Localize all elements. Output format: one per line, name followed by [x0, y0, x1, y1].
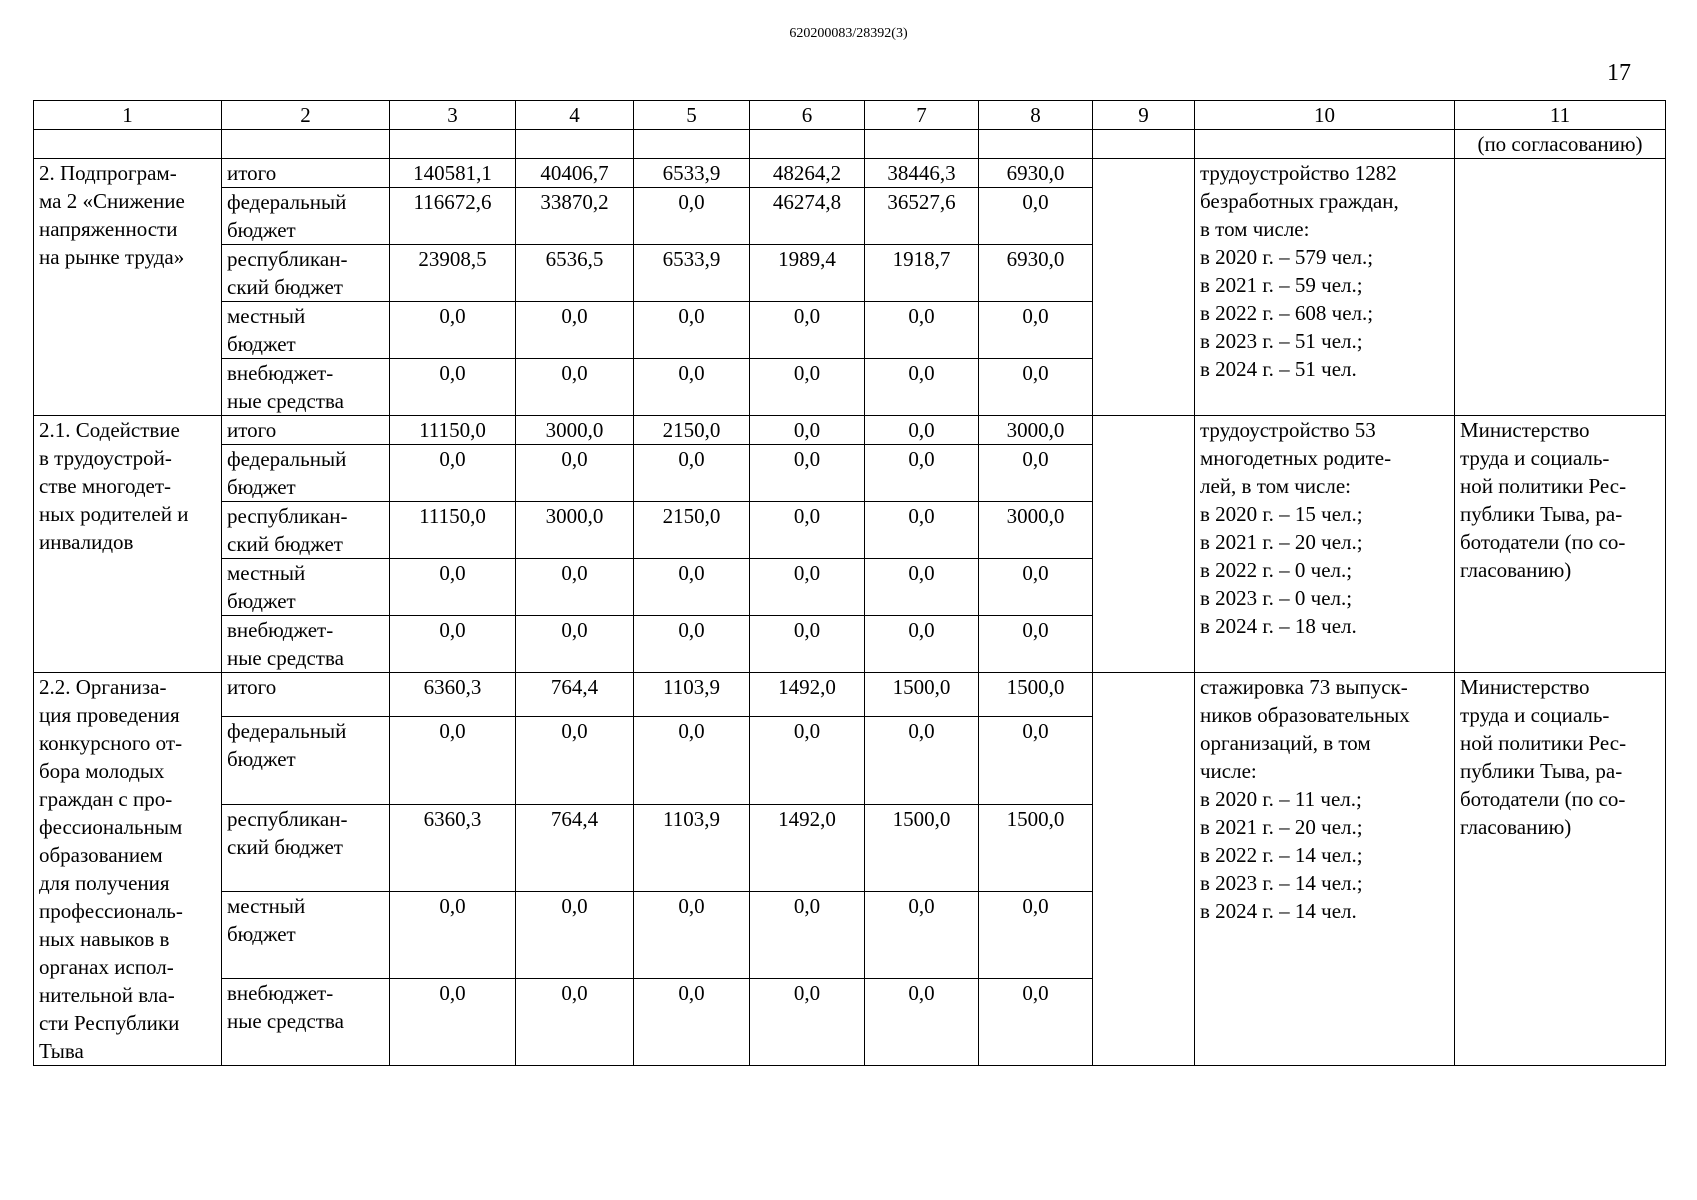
column-header: 11 [1455, 101, 1666, 130]
amount-cell: 1500,0 [865, 673, 979, 717]
amount-cell: 0,0 [390, 717, 516, 804]
amount-cell: 3000,0 [979, 502, 1093, 559]
amount-cell: 0,0 [979, 188, 1093, 245]
continuation-cell [390, 130, 516, 159]
expected-result: трудоустройство 53 многодетных родите- лей, в том числе: в 2020 г. – 15 чел.; в 2021 г. – 20 чел.; в 2022 г. – 0 чел.; в 2023 г. – 0 чел.; в 2024 г. – 18 чел. [1195, 416, 1455, 673]
continuation-cell [1195, 130, 1455, 159]
amount-cell: 0,0 [865, 978, 979, 1065]
expected-result: трудоустройство 1282 безработных граждан, в том числе: в 2020 г. – 579 чел.; в 2021 г. – 59 чел.; в 2022 г. – 608 чел.; в 2023 г. – 51 чел.; в 2024 г. – 51 чел. [1195, 159, 1455, 416]
column-header: 1 [34, 101, 222, 130]
empty-cell [1093, 159, 1195, 416]
column-header: 3 [390, 101, 516, 130]
amount-cell: 0,0 [516, 302, 634, 359]
amount-cell: 0,0 [750, 302, 865, 359]
amount-cell: 3000,0 [516, 416, 634, 445]
continuation-cell [222, 130, 390, 159]
amount-cell: 0,0 [979, 717, 1093, 804]
column-header: 7 [865, 101, 979, 130]
amount-cell: 0,0 [634, 445, 750, 502]
amount-cell: 0,0 [634, 717, 750, 804]
amount-cell: 1492,0 [750, 804, 865, 891]
funding-source: итого [222, 416, 390, 445]
funding-source: местный бюджет [222, 891, 390, 978]
funding-source: федеральный бюджет [222, 717, 390, 804]
amount-cell: 46274,8 [750, 188, 865, 245]
activity-name: 2.1. Содействие в трудоустрой- стве многодет- ных родителей и инвалидов [34, 416, 222, 673]
responsible-party: Министерство труда и социаль- ной политики Рес- публики Тыва, ра- ботодатели (по со- гласованию) [1455, 673, 1666, 1066]
amount-cell: 0,0 [979, 891, 1093, 978]
responsible-party [1455, 159, 1666, 416]
funding-source: внебюджет- ные средства [222, 978, 390, 1065]
amount-cell: 0,0 [390, 302, 516, 359]
amount-cell: 1103,9 [634, 673, 750, 717]
amount-cell: 3000,0 [516, 502, 634, 559]
continuation-cell [750, 130, 865, 159]
amount-cell: 0,0 [750, 891, 865, 978]
funding-source: федеральный бюджет [222, 445, 390, 502]
funding-source: федеральный бюджет [222, 188, 390, 245]
amount-cell: 0,0 [865, 717, 979, 804]
funding-source: итого [222, 673, 390, 717]
table-row [34, 159, 1666, 188]
funding-source: местный бюджет [222, 559, 390, 616]
header-row [34, 101, 1666, 130]
amount-cell: 0,0 [634, 891, 750, 978]
amount-cell: 48264,2 [750, 159, 865, 188]
funding-source: местный бюджет [222, 302, 390, 359]
amount-cell: 140581,1 [390, 159, 516, 188]
amount-cell: 0,0 [979, 559, 1093, 616]
amount-cell: 0,0 [390, 891, 516, 978]
amount-cell: 0,0 [516, 445, 634, 502]
amount-cell: 0,0 [634, 978, 750, 1065]
continuation-cell [865, 130, 979, 159]
continuation-cell [1093, 130, 1195, 159]
amount-cell: 0,0 [516, 616, 634, 673]
amount-cell: 0,0 [865, 359, 979, 416]
amount-cell: 2150,0 [634, 416, 750, 445]
amount-cell: 0,0 [516, 891, 634, 978]
amount-cell: 0,0 [390, 359, 516, 416]
amount-cell: 0,0 [979, 978, 1093, 1065]
amount-cell: 764,4 [516, 804, 634, 891]
amount-cell: 0,0 [865, 891, 979, 978]
amount-cell: 0,0 [516, 559, 634, 616]
amount-cell: 0,0 [979, 302, 1093, 359]
amount-cell: 1918,7 [865, 245, 979, 302]
column-header: 9 [1093, 101, 1195, 130]
amount-cell: 0,0 [750, 616, 865, 673]
amount-cell: 6930,0 [979, 159, 1093, 188]
funding-source: итого [222, 159, 390, 188]
amount-cell: 0,0 [750, 502, 865, 559]
amount-cell: 38446,3 [865, 159, 979, 188]
column-header: 4 [516, 101, 634, 130]
amount-cell: 36527,6 [865, 188, 979, 245]
amount-cell: 1492,0 [750, 673, 865, 717]
activity-name: 2.2. Организа- ция проведения конкурсного от- бора молодых граждан с про- фессиональным образованием для получения профессиональ- ных навыков в органах испол- нительной вла- сти Республики Тыва [34, 673, 222, 1066]
amount-cell: 6930,0 [979, 245, 1093, 302]
amount-cell: 0,0 [750, 717, 865, 804]
amount-cell: 0,0 [516, 978, 634, 1065]
amount-cell: 6536,5 [516, 245, 634, 302]
amount-cell: 23908,5 [390, 245, 516, 302]
amount-cell: 11150,0 [390, 502, 516, 559]
amount-cell: 33870,2 [516, 188, 634, 245]
amount-cell: 1500,0 [865, 804, 979, 891]
amount-cell: 0,0 [865, 559, 979, 616]
amount-cell: 0,0 [390, 616, 516, 673]
amount-cell: 6533,9 [634, 245, 750, 302]
continuation-cell [979, 130, 1093, 159]
continuation-note: (по согласованию) [1455, 130, 1666, 159]
column-header: 6 [750, 101, 865, 130]
column-header: 8 [979, 101, 1093, 130]
amount-cell: 0,0 [979, 359, 1093, 416]
amount-cell: 0,0 [634, 302, 750, 359]
amount-cell: 0,0 [634, 188, 750, 245]
amount-cell: 0,0 [865, 302, 979, 359]
empty-cell [1093, 673, 1195, 1066]
column-header: 10 [1195, 101, 1455, 130]
column-header: 2 [222, 101, 390, 130]
column-header: 5 [634, 101, 750, 130]
continuation-cell [634, 130, 750, 159]
amount-cell: 40406,7 [516, 159, 634, 188]
responsible-party: Министерство труда и социаль- ной политики Рес- публики Тыва, ра- ботодатели (по со- гласованию) [1455, 416, 1666, 673]
amount-cell: 1103,9 [634, 804, 750, 891]
amount-cell: 0,0 [750, 359, 865, 416]
amount-cell: 0,0 [750, 559, 865, 616]
amount-cell: 0,0 [865, 616, 979, 673]
expected-result: стажировка 73 выпуск- ников образовательных организаций, в том числе: в 2020 г. – 11 чел.; в 2021 г. – 20 чел.; в 2022 г. – 14 чел.; в 2023 г. – 14 чел.; в 2024 г. – 14 чел. [1195, 673, 1455, 1066]
amount-cell: 0,0 [390, 978, 516, 1065]
table-row [34, 673, 1666, 717]
funding-source: республикан- ский бюджет [222, 804, 390, 891]
funding-source: внебюджет- ные средства [222, 616, 390, 673]
amount-cell: 116672,6 [390, 188, 516, 245]
amount-cell: 6360,3 [390, 673, 516, 717]
amount-cell: 0,0 [516, 717, 634, 804]
budget-table [33, 100, 1666, 1066]
amount-cell: 11150,0 [390, 416, 516, 445]
amount-cell: 0,0 [750, 416, 865, 445]
amount-cell: 6360,3 [390, 804, 516, 891]
amount-cell: 0,0 [750, 978, 865, 1065]
amount-cell: 0,0 [979, 616, 1093, 673]
amount-cell: 6533,9 [634, 159, 750, 188]
amount-cell: 0,0 [865, 445, 979, 502]
amount-cell: 0,0 [865, 502, 979, 559]
continuation-row [34, 130, 1666, 159]
empty-cell [1093, 416, 1195, 673]
amount-cell: 0,0 [750, 445, 865, 502]
amount-cell: 0,0 [390, 445, 516, 502]
document-number: 620200083/28392(3) [789, 26, 908, 41]
funding-source: республикан- ский бюджет [222, 502, 390, 559]
funding-source: внебюджет- ные средства [222, 359, 390, 416]
continuation-cell [34, 130, 222, 159]
amount-cell: 0,0 [865, 416, 979, 445]
amount-cell: 0,0 [390, 559, 516, 616]
continuation-cell [516, 130, 634, 159]
amount-cell: 1500,0 [979, 804, 1093, 891]
amount-cell: 0,0 [634, 559, 750, 616]
amount-cell: 0,0 [634, 616, 750, 673]
amount-cell: 3000,0 [979, 416, 1093, 445]
page-number: 17 [1607, 60, 1631, 86]
activity-name: 2. Подпрограм- ма 2 «Снижение напряженности на рынке труда» [34, 159, 222, 416]
amount-cell: 1989,4 [750, 245, 865, 302]
amount-cell: 0,0 [634, 359, 750, 416]
amount-cell: 1500,0 [979, 673, 1093, 717]
funding-source: республикан- ский бюджет [222, 245, 390, 302]
amount-cell: 0,0 [516, 359, 634, 416]
amount-cell: 2150,0 [634, 502, 750, 559]
table-row [34, 416, 1666, 445]
amount-cell: 0,0 [979, 445, 1093, 502]
table-body [34, 101, 1666, 1066]
amount-cell: 764,4 [516, 673, 634, 717]
